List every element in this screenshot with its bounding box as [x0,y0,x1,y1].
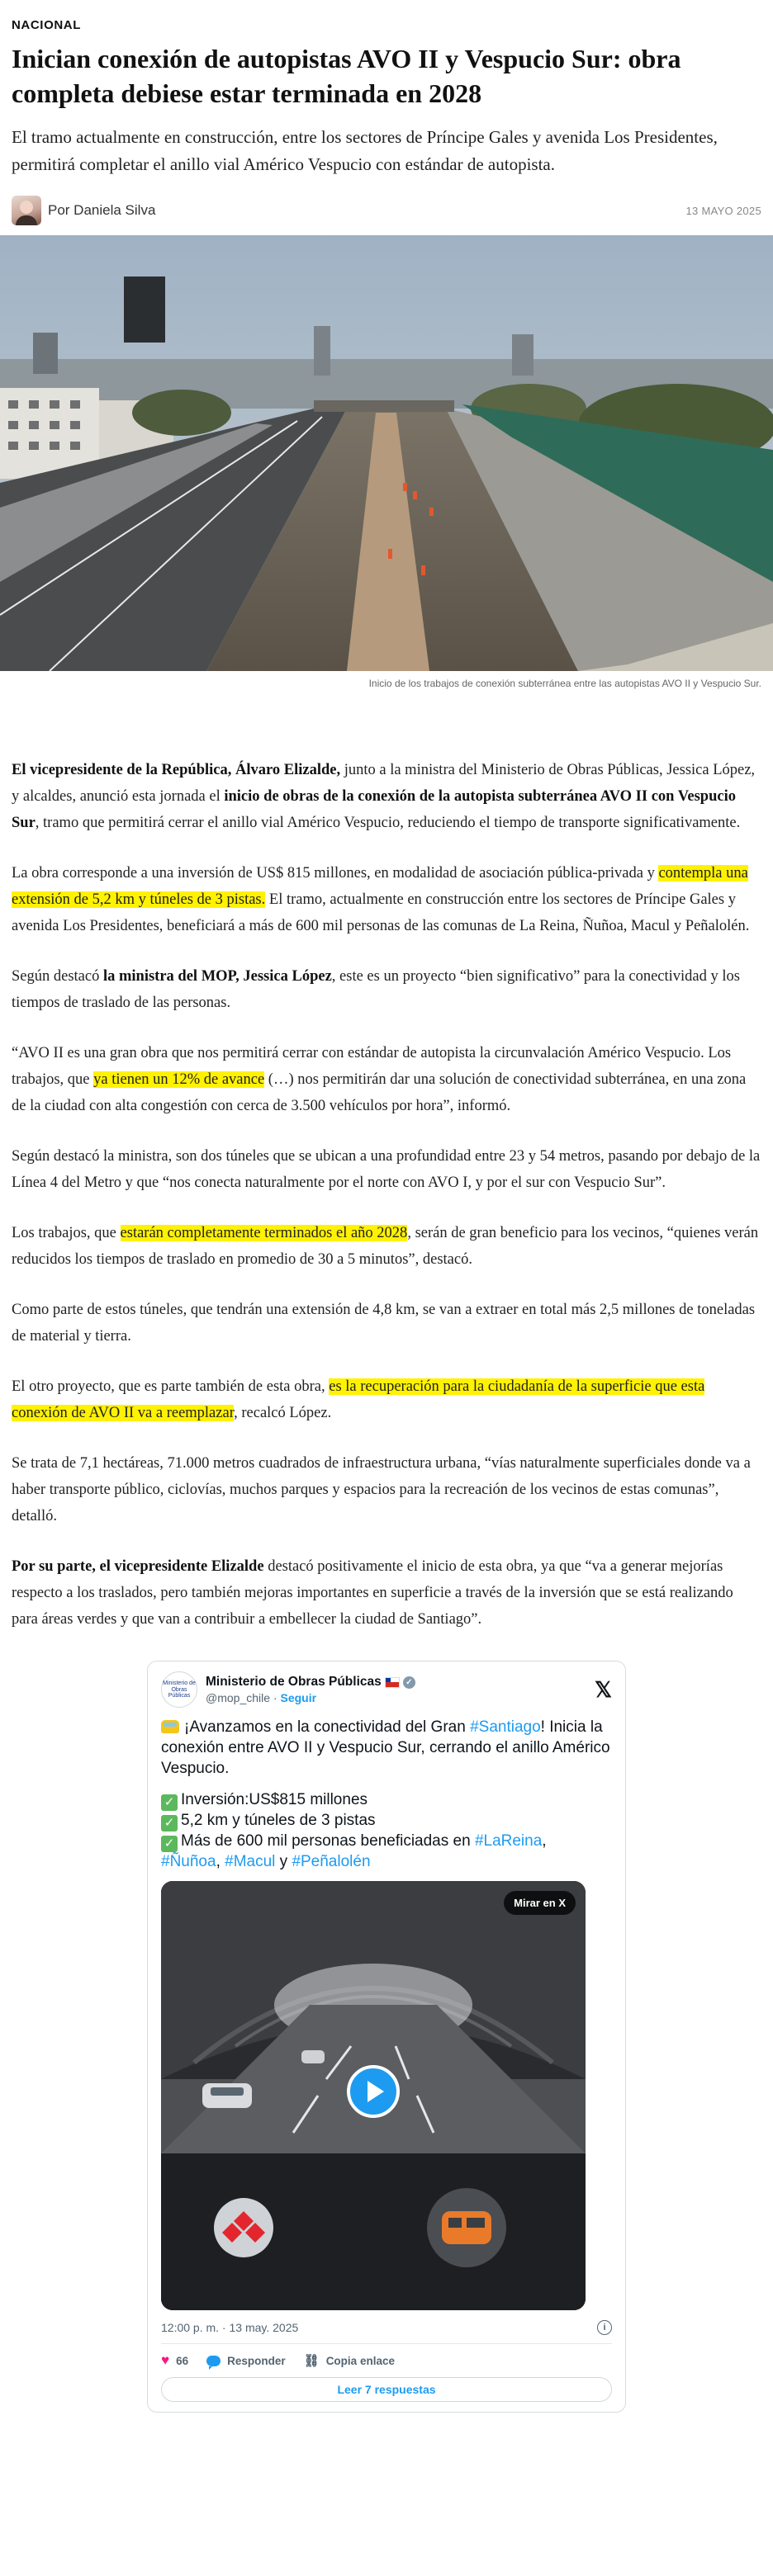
hero-photo-illustration [0,235,773,671]
text-span: (…) nos permitirán dar una solución de conectividad subterránea, en una zona de la ciudad con alta congestión con cerca de 3.500 vehículos por hora”, informó. [12,1071,747,1115]
like-action[interactable] [161,2352,188,2369]
text-span: Más de 600 mil personas beneficiadas en [181,1832,475,1850]
reply-action[interactable] [206,2355,286,2367]
subhead: El tramo actualmente en construcción, entre los sectores de Príncipe Gales y avenida Los Presidentes, permitirá completar el anillo vial Américo Vespucio con estándar de autopista. [12,127,718,174]
divider [161,2343,612,2344]
paragraph [12,757,761,836]
follow-button[interactable]: Seguir [280,1691,317,1705]
spacer [161,1779,612,1790]
article-body [0,757,773,1633]
author-byline[interactable]: Por Daniela Silva [48,202,156,219]
read-replies-button[interactable]: Leer 7 respuestas [161,2377,612,2402]
account-avatar[interactable]: Ministerio de Obras Públicas [161,1671,197,1708]
tweet-header [161,1671,612,1708]
text-span: La obra corresponde a una inversión de US$ 815 millones, en modalidad de asociación pública-privada y [12,865,659,882]
text-span: destacó positivamente el inicio de esta obra, ya que “va a generar mejorías respecto a los traslados, pero también mejoras importantes en superficie a través de la inversión que se está realizando para áreas verdes y que van a contribuir a embellecer la ciudad de Santiago”. [12,1558,733,1628]
byline-row [12,196,761,225]
text-span: Según destacó [12,968,103,985]
text-span: , [216,1853,221,1871]
paragraph [12,1220,761,1273]
text-span: , tramo que permitirá cerrar el anillo vial Américo Vespucio, reduciendo el tiempo de transporte significativamente. [35,815,741,832]
paragraph [12,963,761,1016]
hashtag-link[interactable]: #Ñuñoa [161,1853,216,1871]
car-emoji-icon [161,1720,179,1733]
paragraph: Se trata de 7,1 hectáreas, 71.000 metros cuadrados de infraestructura urbana, “vías naturalmente superficiales donde va a haber transporte público, ciclovías, muchos parques y espacios para la recreación de los vecinos de estas comunas”, detalló. [12,1455,751,1525]
text-span: junto a la ministra del Ministerio de Obras Públicas, Jessica López, y alcaldes, anunció esta jornada el [12,762,756,806]
check-emoji-icon: ✓ [161,1815,178,1832]
account-name[interactable]: Ministerio de Obras Públicas [206,1675,382,1690]
tweet-timestamp[interactable]: 12:00 p. m. · 13 may. 2025 [161,2321,299,2335]
text-span: , este es un proyecto “bien significativo” para la conectividad y los tiempos de traslado de las personas. [12,968,740,1012]
hashtag-link[interactable]: #LaReina [474,1832,543,1850]
tweet-text [161,1718,612,1873]
tweet-bullet [161,1832,612,1873]
account-name-row [206,1675,595,1690]
bold-text: la ministra del MOP, Jessica López [102,968,332,985]
info-icon[interactable]: i [597,2320,612,2335]
reply-label: Responder [227,2354,286,2367]
bold-text: Por su parte, el vicepresidente Elizalde [12,1558,264,1576]
check-emoji-icon: ✓ [161,1794,178,1811]
account-handle-row [206,1691,595,1704]
account-names [206,1675,595,1704]
text-span: “AVO II es una gran obra que nos permitirá cerrar con estándar de autopista la circunvalación Américo Vespucio. Los trabajos, que [12,1045,732,1089]
text-span: , recalcó López. [234,1405,332,1422]
hashtag-link[interactable]: #Macul [225,1853,276,1871]
tweet-bullet [161,1790,612,1811]
tweet-video[interactable] [161,1881,586,2310]
highlighted-text: ya tienen un 12% de avance [93,1071,265,1089]
link-icon: ⛓ [303,2354,320,2369]
chile-flag-icon [385,1677,400,1688]
copy-link-label: Copia enlace [325,2354,395,2367]
embedded-tweet [147,1661,626,2413]
headline: Inician conexión de autopistas AVO II y Vespucio Sur: obra completa debiese estar terminada en 2028 [12,44,681,108]
text-span: y [275,1853,292,1871]
text-span: El otro proyecto, que es parte también de esta obra, [12,1378,330,1396]
bold-text: inicio de obras de la conexión de la autopista subterránea AVO II con Vespucio Sur [12,788,736,832]
paragraph [12,1040,761,1119]
paragraph: Según destacó la ministra, son dos túneles que se ubican a una profundidad entre 23 y 54 metros, pasando por debajo de la Línea 4 del Metro y que “nos conecta naturalmente por el norte con AVO I, y por el sur con Vespucio Sur”. [12,1148,761,1192]
watch-on-x-button[interactable]: Mirar en X [504,1891,576,1915]
publish-date: 13 MAYO 2025 [685,204,761,217]
check-emoji-icon: ✓ [161,1836,178,1852]
account-handle[interactable]: @mop_chile [206,1691,271,1705]
play-button-icon[interactable] [347,2065,400,2118]
tweet-line [161,1718,612,1779]
tweet-actions [161,2352,612,2369]
text-span: Los trabajos, que [12,1225,121,1242]
like-count: 66 [176,2354,189,2367]
verified-badge-icon: ✓ [403,1676,415,1689]
reply-bubble-icon [206,2356,221,2366]
text-span: , serán de gran beneficio para los vecinos, “quienes verán reducidos los tiempos de traslado en promedio de 30 a 5 minutos”, destacó. [12,1225,759,1269]
tweet-bullet [161,1811,612,1832]
text-span: ! Inicia la conexión entre AVO II y Vespucio Sur, cerrando el anillo Américo Vespucio. [161,1718,610,1777]
highlighted-text: es la recuperación para la ciudadanía de la superficie que esta conexión de AVO II va a reemplazar [12,1378,705,1422]
paragraph [12,1373,761,1426]
text-span: El tramo, actualmente en construcción entre los sectores de Príncipe Gales y avenida Los Presidentes, beneficiará a más de 600 mil personas de las comunas de La Reina, Ñuñoa, Macul y Peñalolén. [12,891,750,935]
paragraph: Como parte de estos túneles, que tendrán una extensión de 4,8 km, se van a extraer en total más 2,5 millones de toneladas de material y tierra. [12,1302,756,1345]
highlighted-text: estarán completamente terminados el año 2028 [120,1225,408,1242]
paragraph [12,860,761,939]
text-span: , [542,1832,547,1850]
author-block [12,196,155,225]
hero-image [0,235,773,671]
hashtag-link[interactable]: #Santiago [470,1718,541,1737]
text-span: 5,2 km y túneles de 3 pistas [181,1812,376,1830]
text-span: Inversión:US$815 millones [181,1791,368,1809]
text-span: ¡Avanzamos en la conectividad del Gran [184,1718,471,1737]
separator: · [270,1691,281,1705]
author-avatar[interactable] [12,196,41,225]
highlighted-text: contempla una extensión de 5,2 km y túneles de 3 pistas. [12,865,748,909]
paragraph [12,1553,761,1633]
copy-link-action[interactable] [304,2353,395,2368]
x-logo-icon[interactable]: 𝕏 [595,1676,612,1702]
section-tag[interactable]: NACIONAL [12,18,81,32]
tweet-timestamp-row [161,2320,612,2335]
bold-text: El vicepresidente de la República, Álvaro Elizalde, [12,762,341,779]
hashtag-link[interactable]: #Peñalolén [292,1853,371,1871]
hero-caption: Inicio de los trabajos de conexión subterránea entre las autopistas AVO II y Vespucio Sur. [368,678,761,690]
heart-icon: ♥ [161,2352,170,2369]
